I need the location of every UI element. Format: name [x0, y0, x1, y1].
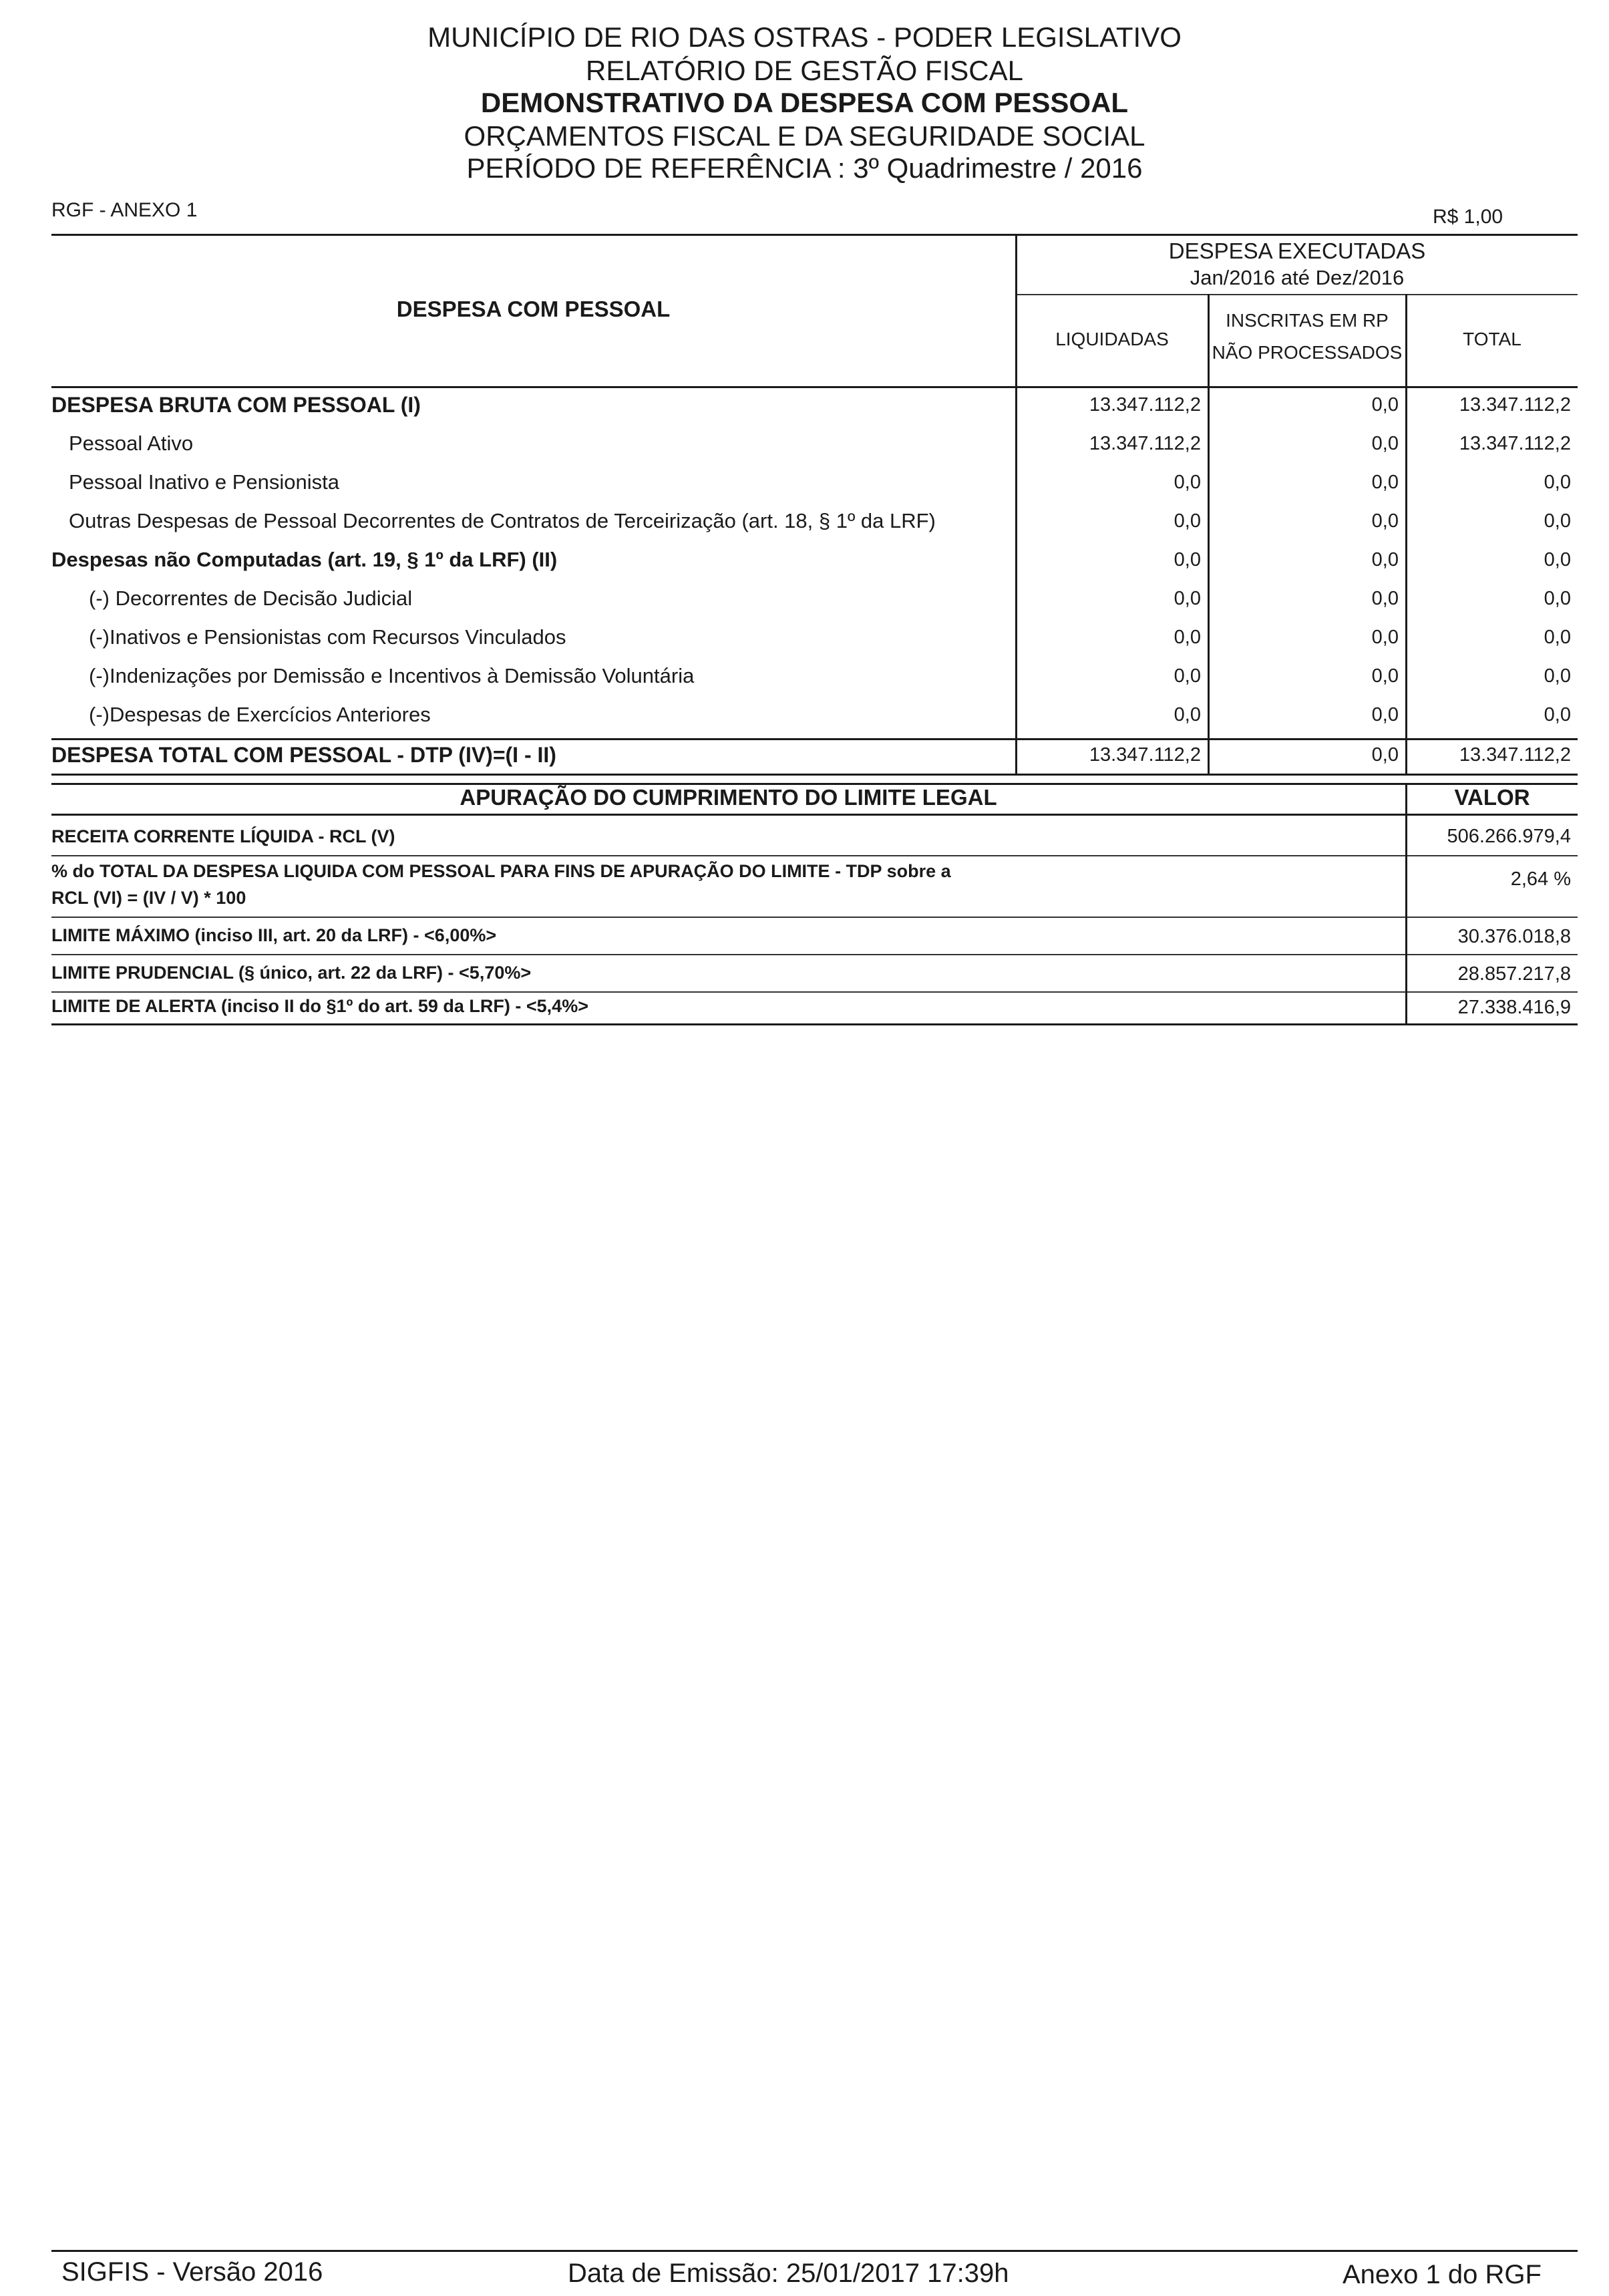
- row-value-liquidadas: 13.347.112,2: [1089, 433, 1201, 454]
- footer-version: SIGFIS - Versão 2016: [61, 2257, 323, 2287]
- row-value-rp: 0,0: [1371, 665, 1399, 687]
- row-value-liquidadas: 0,0: [1174, 510, 1201, 532]
- header-total: TOTAL: [1463, 329, 1522, 349]
- row-value-rp: 0,0: [1371, 704, 1399, 725]
- row-label-pessoal-inativo: Pessoal Inativo e Pensionista: [69, 470, 339, 494]
- header-nao-processados: NÃO PROCESSADOS: [1212, 342, 1403, 363]
- document-title: DEMONSTRATIVO DA DESPESA COM PESSOAL: [480, 87, 1129, 118]
- row-value-limite-alerta: 27.338.416,9: [1457, 997, 1571, 1018]
- row-value-rp: 0,0: [1371, 549, 1399, 570]
- row-value-liquidadas: 13.347.112,2: [1089, 744, 1201, 766]
- budget-subtitle: ORÇAMENTOS FISCAL E DA SEGURIDADE SOCIAL: [464, 120, 1145, 152]
- header-apuracao: APURAÇÃO DO CUMPRIMENTO DO LIMITE LEGAL: [460, 785, 997, 810]
- row-label-inativos-vinculados: (-)Inativos e Pensionistas com Recursos Vinculados: [89, 625, 566, 649]
- row-value-liquidadas: 0,0: [1174, 665, 1201, 687]
- row-value-liquidadas: 0,0: [1174, 704, 1201, 725]
- header-inscritas-rp: INSCRITAS EM RP: [1226, 310, 1389, 331]
- row-value-liquidadas: 0,0: [1174, 588, 1201, 609]
- row-value-rp: 0,0: [1371, 394, 1399, 416]
- row-label-limite-maximo: LIMITE MÁXIMO (inciso III, art. 20 da LRF) - <6,00%>: [51, 925, 497, 945]
- row-value-rp: 0,0: [1371, 588, 1399, 609]
- row-label-tdp: % do TOTAL DA DESPESA LIQUIDA COM PESSOAL PARA FINS DE APURAÇÃO DO LIMITE - TDP sobre a: [51, 861, 951, 881]
- row-label-rcl: RECEITA CORRENTE LÍQUIDA - RCL (V): [51, 826, 395, 846]
- row-value-total: 0,0: [1544, 510, 1571, 532]
- row-value-rcl: 506.266.979,4: [1447, 826, 1571, 847]
- row-label-decisao-judicial: (-) Decorrentes de Decisão Judicial: [89, 587, 413, 610]
- row-value-tdp: 2,64 %: [1510, 868, 1571, 890]
- row-value-total: 0,0: [1544, 549, 1571, 570]
- row-value-total: 13.347.112,2: [1459, 433, 1571, 454]
- row-value-total: 0,0: [1544, 627, 1571, 648]
- annex-label: RGF - ANEXO 1: [51, 199, 198, 221]
- row-value-limite-maximo: 30.376.018,8: [1457, 926, 1571, 947]
- row-value-total: 0,0: [1544, 588, 1571, 609]
- header-period: Jan/2016 até Dez/2016: [1190, 266, 1405, 289]
- row-value-liquidadas: 0,0: [1174, 472, 1201, 493]
- municipality-title: MUNICÍPIO DE RIO DAS OSTRAS - PODER LEGISLATIVO: [427, 21, 1182, 53]
- row-value-total: 0,0: [1544, 472, 1571, 493]
- header-despesa-executadas: DESPESA EXECUTADAS: [1168, 238, 1426, 263]
- row-label-exercicios-anteriores: (-)Despesas de Exercícios Anteriores: [89, 703, 431, 726]
- row-value-rp: 0,0: [1371, 744, 1399, 766]
- header-liquidadas: LIQUIDADAS: [1055, 329, 1169, 349]
- currency-label: R$ 1,00: [1433, 206, 1503, 228]
- row-value-total: 0,0: [1544, 665, 1571, 687]
- footer-emission-date: Data de Emissão: 25/01/2017 17:39h: [568, 2259, 1009, 2288]
- row-label-indenizacoes: (-)Indenizações por Demissão e Incentivos à Demissão Voluntária: [89, 664, 695, 687]
- row-value-liquidadas: 0,0: [1174, 627, 1201, 648]
- footer-rule: [51, 2250, 1578, 2252]
- header-valor: VALOR: [1454, 785, 1530, 810]
- report-title: RELATÓRIO DE GESTÃO FISCAL: [585, 55, 1024, 86]
- row-value-rp: 0,0: [1371, 472, 1399, 493]
- row-value-rp: 0,0: [1371, 627, 1399, 648]
- row-value-total: 13.347.112,2: [1459, 394, 1571, 416]
- row-label-nao-computadas: Despesas não Computadas (art. 19, § 1º da LRF) (II): [51, 548, 558, 571]
- header-despesa-com-pessoal: DESPESA COM PESSOAL: [396, 297, 671, 321]
- row-value-liquidadas: 13.347.112,2: [1089, 394, 1201, 416]
- footer-annex: Anexo 1 do RGF: [1343, 2260, 1542, 2289]
- row-label-pessoal-ativo: Pessoal Ativo: [69, 432, 194, 455]
- row-label-limite-prudencial: LIMITE PRUDENCIAL (§ único, art. 22 da LRF) - <5,70%>: [51, 963, 532, 983]
- row-label-limite-alerta: LIMITE DE ALERTA (inciso II do §1º do art. 59 da LRF) - <5,4%>: [51, 996, 588, 1016]
- row-value-total: 13.347.112,2: [1459, 744, 1571, 766]
- reference-period: PERÍODO DE REFERÊNCIA : 3º Quadrimestre / 2016: [466, 152, 1143, 184]
- row-value-rp: 0,0: [1371, 510, 1399, 532]
- row-value-liquidadas: 0,0: [1174, 549, 1201, 570]
- row-label-despesa-bruta: DESPESA BRUTA COM PESSOAL (I): [51, 393, 421, 417]
- row-label-despesa-total: DESPESA TOTAL COM PESSOAL - DTP (IV)=(I - II): [51, 743, 556, 767]
- row-value-total: 0,0: [1544, 704, 1571, 725]
- row-value-limite-prudencial: 28.857.217,8: [1457, 963, 1571, 985]
- row-label-tdp-formula: RCL (VI) = (IV / V) * 100: [51, 888, 246, 908]
- row-value-rp: 0,0: [1371, 433, 1399, 454]
- row-label-terceirizacao: Outras Despesas de Pessoal Decorrentes de Contratos de Terceirização (art. 18, § 1º da LRF): [69, 509, 936, 532]
